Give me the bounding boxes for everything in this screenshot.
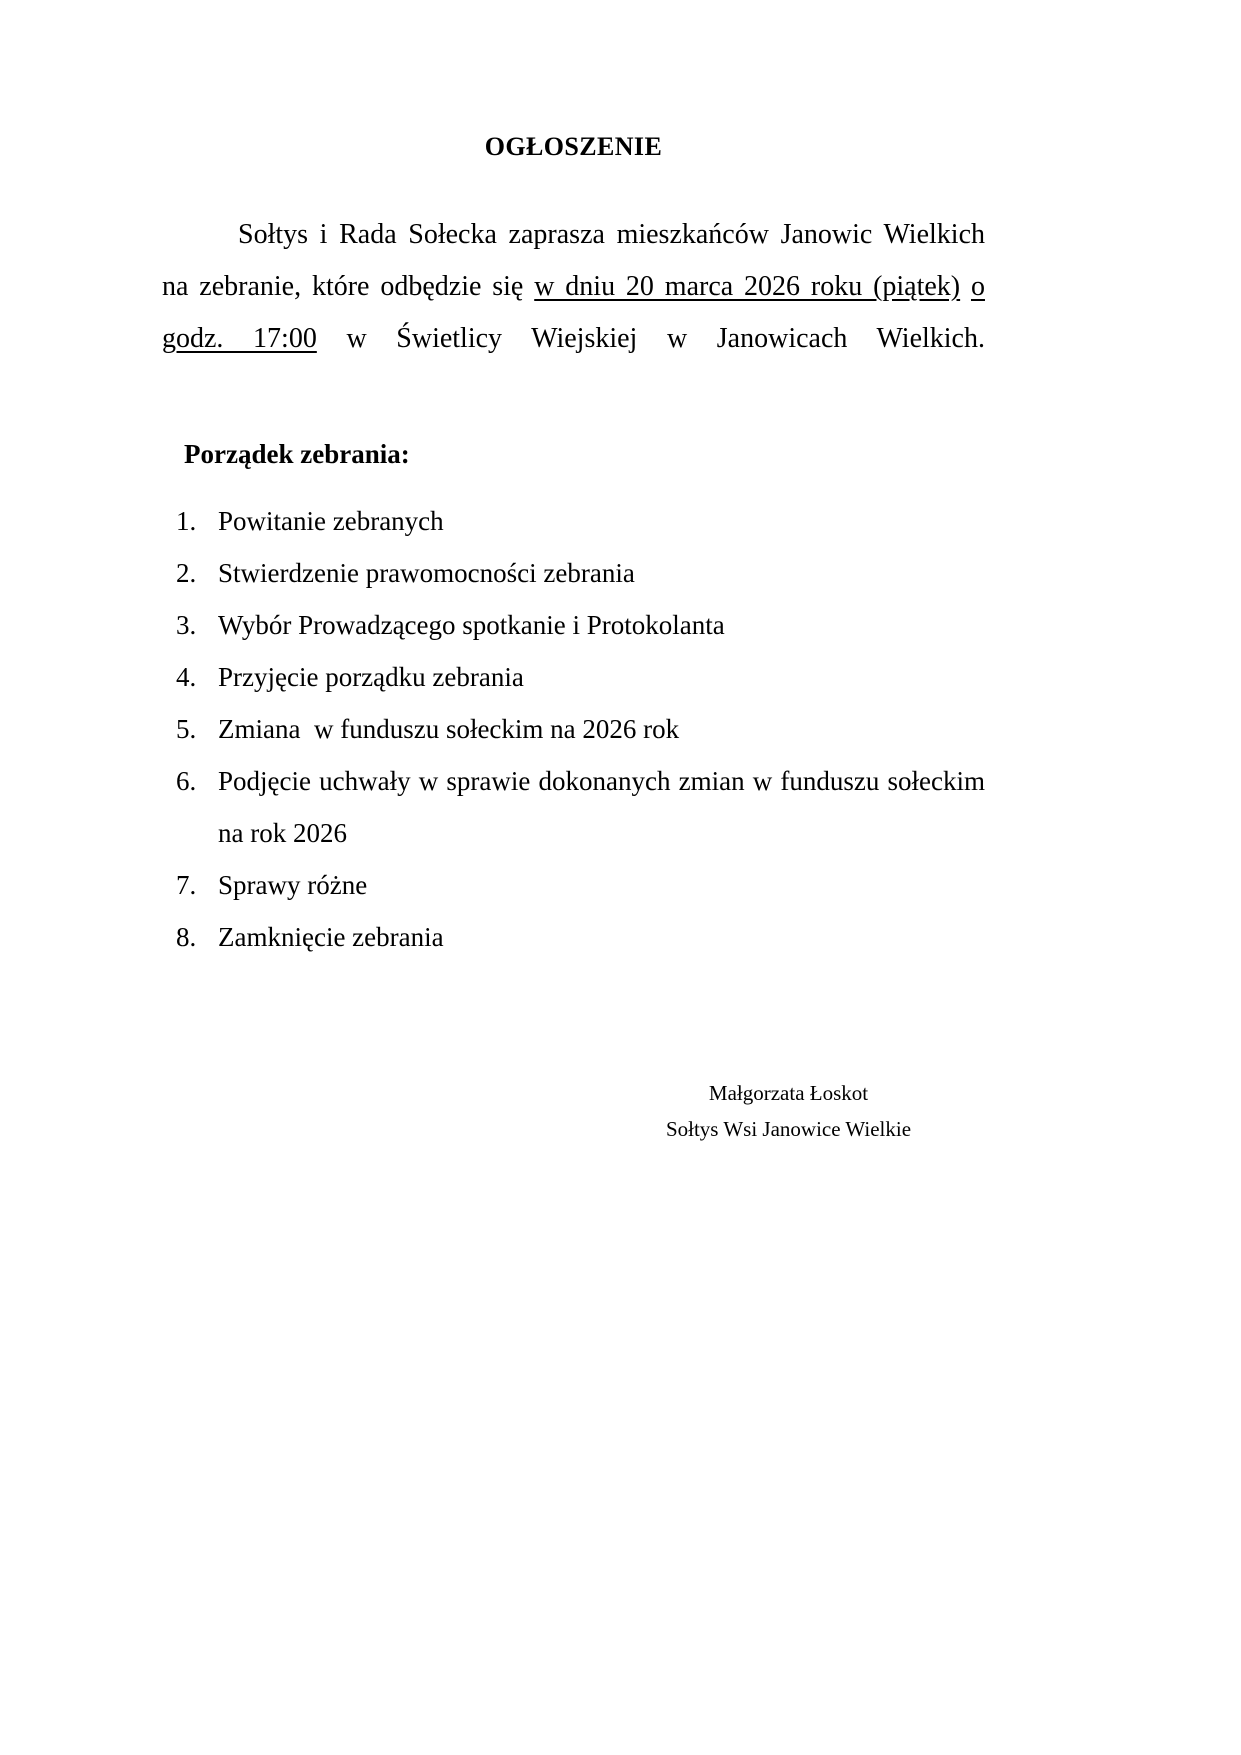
- document-body: [162, 0, 992, 1147]
- agenda-item-number: 8.: [176, 922, 197, 953]
- agenda-item-label: Przyjęcie porządku zebrania: [218, 662, 524, 693]
- agenda-item: [162, 599, 985, 651]
- agenda-item-label: Zamknięcie zebrania: [218, 922, 444, 953]
- agenda-item-label: Powitanie zebranych: [218, 506, 444, 537]
- agenda-item: [162, 651, 985, 703]
- agenda-item: [162, 547, 985, 599]
- agenda-item-number: 7.: [176, 870, 197, 901]
- agenda-item-label: Wybór Prowadzącego spotkanie i Protokolanta: [218, 610, 725, 641]
- agenda-item-number: 3.: [176, 610, 197, 641]
- signer-name: Małgorzata Łoskot: [708, 1081, 869, 1106]
- agenda-item-label: Stwierdzenie prawomocności zebrania: [218, 558, 635, 589]
- agenda-item-label: Sprawy różne: [218, 870, 368, 901]
- meeting-date-underlined: w dniu 20 marca 2026 roku (piątek): [534, 271, 961, 303]
- agenda-item-number: 5.: [176, 714, 197, 745]
- agenda-item-number: 2.: [176, 558, 197, 589]
- agenda-item: [162, 755, 992, 859]
- agenda-item: [162, 911, 985, 963]
- agenda-item-number: 4.: [176, 662, 197, 693]
- agenda-item-number: 1.: [176, 506, 197, 537]
- agenda-list: [162, 495, 992, 963]
- page-title: OGŁOSZENIE: [484, 132, 663, 161]
- intro-text-before-date: Sołtys i Rada Sołecka zaprasza mieszkańców Janowic Wielkich na zebranie, które odbędzie się: [162, 219, 985, 303]
- meeting-time-underlined: o godz. 17:00: [162, 271, 985, 355]
- agenda-item-label: Zmiana w funduszu sołeckim na 2026 rok: [218, 714, 680, 745]
- agenda-item: [162, 703, 985, 755]
- intro-text-after-time: w Świetlicy Wiejskiej w Janowicach Wielkich.: [316, 323, 985, 355]
- intro-separator: [960, 271, 971, 302]
- signer-role: Sołtys Wsi Janowice Wielkie: [665, 1117, 912, 1142]
- agenda-item: [162, 495, 985, 547]
- agenda-item-number: 6.: [176, 766, 197, 797]
- agenda-item-label: Podjęcie uchwały w sprawie dokonanych zmian w funduszu sołeckim na rok 2026: [218, 766, 992, 849]
- signature-block: [162, 1075, 985, 1147]
- agenda-heading: Porządek zebrania:: [184, 439, 410, 470]
- intro-paragraph: [162, 209, 985, 365]
- agenda-item: [162, 859, 985, 911]
